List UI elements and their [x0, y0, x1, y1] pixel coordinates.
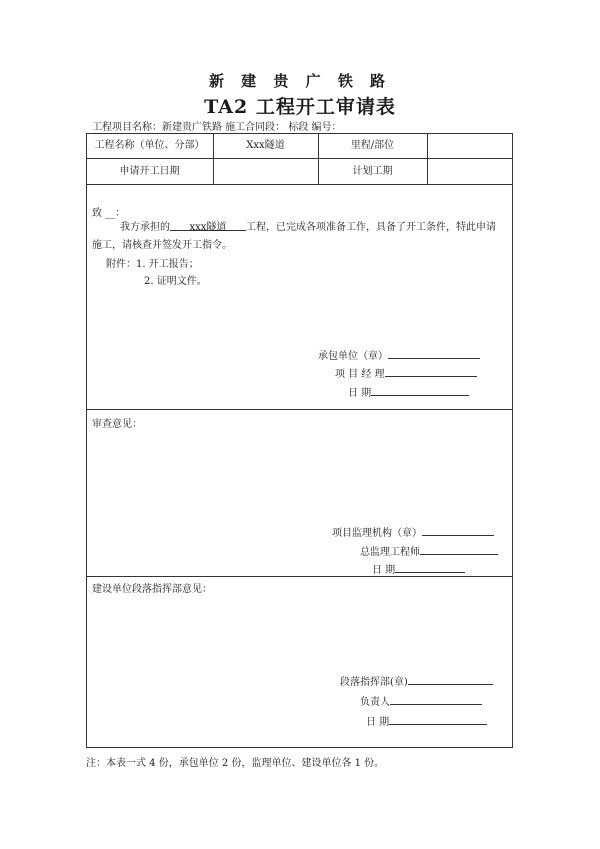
row-divider-2 — [86, 184, 513, 185]
form-subtitle: TA2 工程开工审请表 — [204, 96, 396, 118]
project-name-label: 工程名称（单位、分部） — [94, 140, 205, 151]
planned-duration-value[interactable] — [427, 159, 513, 184]
construction-opinion-label: 建设单位段落指挥部意见： — [92, 584, 212, 595]
planned-duration-label: 计划工期 — [352, 166, 393, 177]
mileage-label: 里程/部位 — [350, 140, 395, 151]
contractor-seal-field[interactable] — [388, 347, 480, 359]
request-date-label: 日 期 — [348, 388, 372, 399]
contractor-seal-row — [318, 347, 480, 362]
review-date-row — [372, 561, 465, 576]
start-date-value[interactable] — [213, 159, 318, 184]
chief-engineer-field[interactable] — [420, 543, 498, 555]
hq-seal-field[interactable] — [408, 673, 493, 685]
project-manager-field[interactable] — [385, 365, 477, 377]
attachment-2: 2. 证明文件。 — [144, 276, 207, 287]
project-manager-label: 项 目 经 理 — [335, 369, 385, 380]
supervision-seal-row — [332, 524, 494, 539]
review-opinion-label: 审查意见： — [92, 419, 142, 430]
hq-seal-label: 段落指挥部(章) — [340, 677, 408, 688]
request-project-field[interactable]: xxx隧道 — [170, 219, 246, 231]
footnote: 注：本表一式 4 份，承包单位 2 份，监理单位、建设单位各 1 份。 — [86, 758, 385, 769]
supervision-seal-label: 项目监理机构（章） — [332, 528, 422, 539]
review-date-label: 日 期 — [372, 565, 396, 576]
review-date-field[interactable] — [395, 561, 465, 573]
addressee-line — [92, 204, 125, 219]
project-manager-row — [335, 365, 477, 380]
start-date-label: 申请开工日期 — [119, 166, 180, 177]
request-date-field[interactable] — [371, 384, 469, 396]
chief-engineer-label: 总监理工程师 — [360, 547, 420, 558]
responsible-person-label: 负责人 — [360, 697, 390, 708]
addressee-blank[interactable]: __： — [105, 208, 126, 219]
form-title: 新 建 贵 广 铁 路 — [208, 72, 392, 90]
addressee-prefix: 致 — [92, 208, 102, 219]
chief-engineer-row — [360, 543, 498, 558]
mileage-value[interactable] — [427, 133, 513, 158]
request-line-1-post: 工程，已完成各项准备工作，具备了开工条件，特此申请 — [246, 222, 496, 233]
construction-date-field[interactable] — [389, 713, 487, 725]
construction-date-label: 日 期 — [366, 717, 390, 728]
contractor-seal-label: 承包单位（章） — [318, 351, 388, 362]
project-name-value[interactable]: Xxx隧道 — [246, 140, 285, 151]
request-line-1 — [120, 219, 496, 237]
section-divider-review — [86, 409, 513, 410]
hq-seal-row — [340, 673, 493, 688]
request-line-1-pre: 我方承担的 — [120, 222, 170, 233]
attachment-1: 附件：1. 开工报告； — [106, 259, 199, 270]
supervision-seal-field[interactable] — [422, 524, 494, 536]
construction-date-row — [366, 713, 487, 728]
request-date-row — [348, 384, 469, 399]
request-line-2: 施工，请核查并签发开工指令。 — [92, 240, 232, 251]
responsible-person-row — [360, 693, 482, 708]
responsible-person-field[interactable] — [390, 693, 482, 705]
section-divider-construction — [86, 576, 513, 577]
project-meta-line: 工程项目名称：新建贵广铁路 施工合同段： 标段 编号： — [92, 122, 342, 133]
